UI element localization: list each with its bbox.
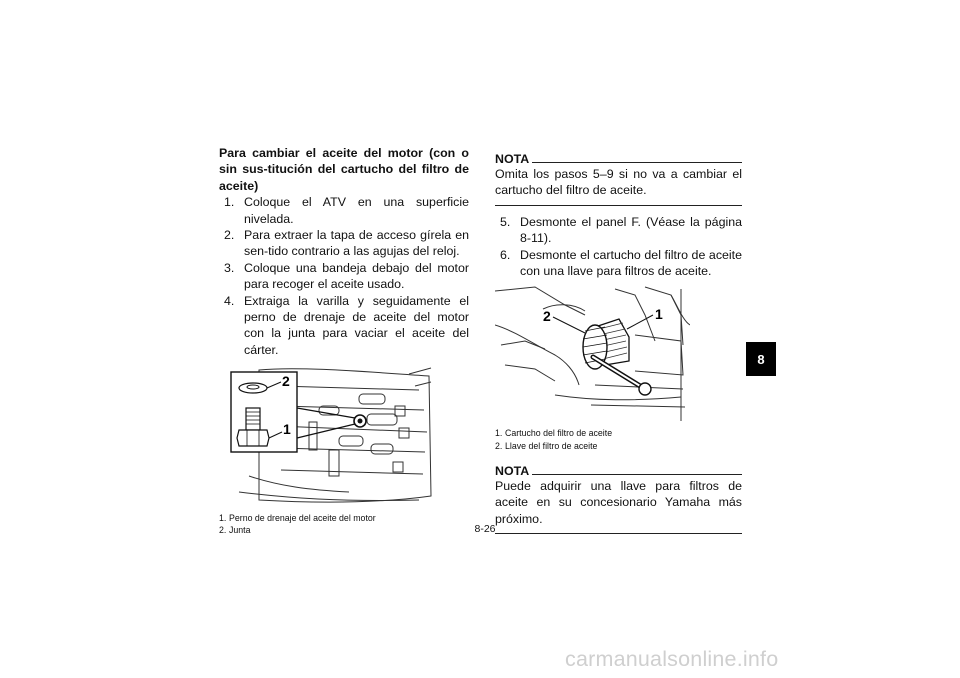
oil-filter-illustration [495, 285, 690, 421]
caption-row: 1. Cartucho del filtro de aceite [495, 428, 613, 439]
list-item: 6. Desmonte el cartucho del filtro de aceite con una llave para filtros de aceite. [500, 247, 742, 279]
figure-callout: 2 [543, 308, 551, 325]
list-item: 3. Coloque una bandeja debajo del motor para recoger el aceite usado. [224, 260, 469, 292]
figure-callout: 1 [283, 421, 291, 438]
caption-row: 1. Perno de drenaje del aceite del motor [219, 513, 376, 524]
drain-bolt-figure [219, 366, 469, 506]
list-item: 4. Extraiga la varilla y seguidamente el perno de drenaje de aceite del motor con la junta para vaciar el aceite del cárter. [224, 293, 469, 357]
oil-filter-figure [495, 285, 742, 421]
nota-label: NOTA [495, 152, 530, 166]
left-column [219, 145, 469, 537]
nota-text: Omita los pasos 5–9 si no va a cambiar el cartucho del filtro de aceite. [495, 167, 742, 198]
nota-header [495, 464, 742, 478]
nota-end-rule [495, 533, 742, 534]
nota-rule [532, 474, 742, 475]
steps-list-right [495, 214, 742, 280]
page-number: 8-26 [474, 523, 496, 535]
nota-end-rule [495, 205, 742, 206]
section-heading: Para cambiar el aceite del motor (con o sin sus-titución del cartucho del filtro de aceite) [219, 146, 469, 193]
right-column [495, 152, 742, 542]
figure-callout: 1 [655, 306, 663, 323]
list-item: 1. Coloque el ATV en una superficie nivelada. [224, 195, 469, 226]
steps-list-left [219, 194, 469, 358]
caption-row: 2. Llave del filtro de aceite [495, 440, 598, 451]
nota-rule [532, 162, 742, 163]
figure-caption-right [495, 427, 742, 451]
list-item: 5. Desmonte el panel F. (Véase la página 8-11). [500, 214, 742, 246]
nota-text: Puede adquirir una llave para filtros de aceite en su concesionario Yamaha más próximo. [495, 478, 742, 526]
watermark: carmanualsonline.info [565, 647, 779, 671]
list-item: 2. Para extraer la tapa de acceso gírela en sen-tido contrario a las agujas del reloj. [224, 228, 469, 259]
nota-header [495, 152, 742, 166]
drain-bolt-illustration [219, 366, 434, 506]
figure-caption-left [219, 512, 469, 536]
caption-row: 2. Junta [219, 525, 251, 536]
figure-callout: 2 [282, 373, 290, 390]
section-tab: 8 [746, 342, 776, 376]
nota-label: NOTA [495, 463, 530, 478]
